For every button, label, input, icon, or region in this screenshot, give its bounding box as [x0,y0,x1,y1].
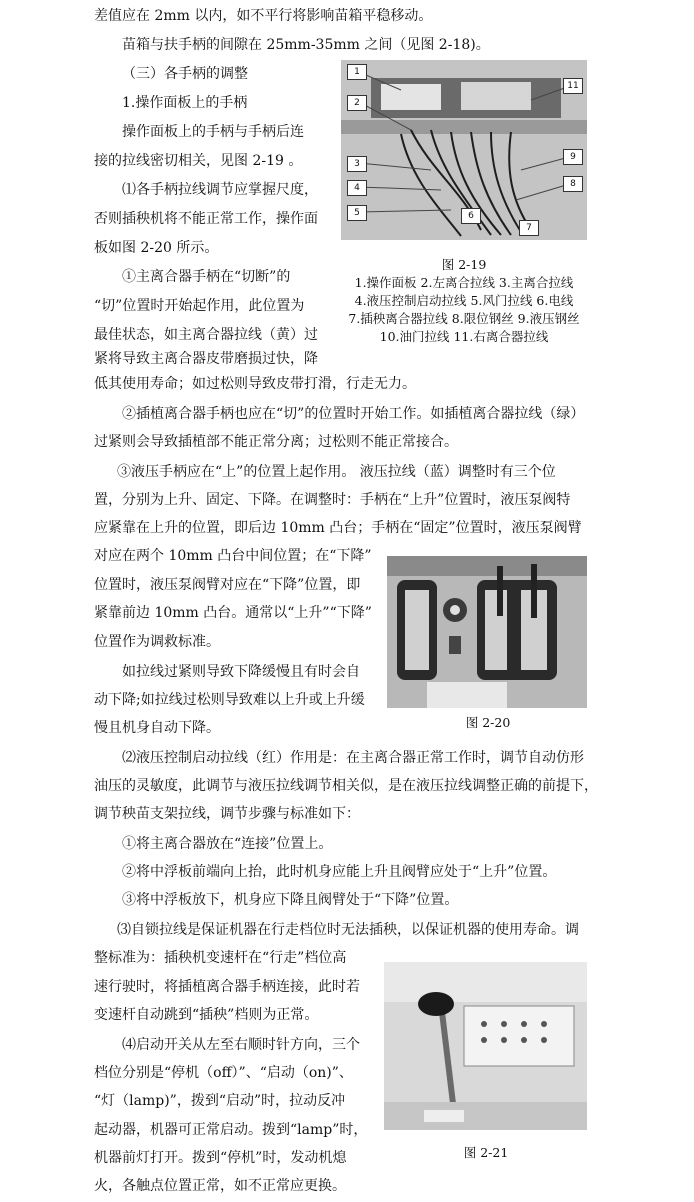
subsection-heading: 1.操作面板上的手柄 [122,95,248,111]
text-line: 否则插秧机将不能正常工作，操作面 [94,211,318,227]
text-line: 紧将导致主离合器皮带磨损过快，降 [94,351,318,367]
text-line: 差值应在 2mm 以内，如不平行将影响苗箱平稳移动。 [94,8,433,24]
figure-2-19-legend-line: 1.操作面板 2.左离合拉线 3.主离合拉线 [354,275,574,290]
text-line: ⑴各手柄拉线调节应掌握尺度， [122,182,318,198]
text-line: 应紧靠在上升的位置，即后边 10mm 凸台；手柄在“固定”位置时，液压泵阀臂 [94,520,582,536]
text-line: 火，各触点位置正常，如不正常应更换。 [94,1178,346,1194]
text-line: 位置时，液压泵阀臂对应在“下降”位置，即 [94,577,361,593]
callout-label: 11 [563,78,583,94]
callout-label: 9 [563,149,583,165]
figure-2-21-photo [384,962,587,1130]
figure-2-20-title: 图 2-20 [465,715,511,730]
callout-label: 7 [519,220,539,236]
text-line: 慢且机身自动下降。 [94,720,220,736]
text-line: 动下降;如拉线过松则导致难以上升或上升缓 [94,692,365,708]
text-line: 油压的灵敏度，此调节与液压拉线调节相关似，是在液压拉线调整正确的前提下， [94,778,598,794]
text-line: 置，分别为上升、固定、下降。在调整时：手柄在“上升”位置时，液压泵阀特 [94,492,571,508]
text-line: 机器前灯打开。拨到“停机”时，发动机熄 [94,1150,347,1166]
section-heading: （三）各手柄的调整 [122,66,248,82]
callout-label: 3 [347,156,367,172]
text-line: 苗箱与扶手柄的间隙在 25mm-35mm 之间（见图 2-18)。 [122,37,490,53]
callout-label: 2 [347,95,367,111]
text-line: ⑷启动开关从左至右顺时针方向，三个 [122,1037,360,1053]
text-line: 调节秧苗支架拉线，调节步骤与标准如下： [94,806,360,822]
text-line: 整标准为：插秧机变速杆在“行走”档位高 [94,950,347,966]
text-line: 档位分别是“停机（off）”、“启动（on)”、 [94,1065,353,1081]
figure-2-19-photo [341,60,587,240]
text-line: 变速杆自动跳到“插秧”档则为正常。 [94,1007,319,1023]
text-line: ②插植离合器手柄也应在“切”的位置时开始工作。如插植离合器拉线（绿） [122,406,585,422]
callout-label: 6 [461,208,481,224]
callout-label: 4 [347,180,367,196]
text-line: 操作面板上的手柄与手柄后连 [122,124,304,140]
text-line: 最佳状态，如主离合器拉线（黄）过 [94,327,318,343]
text-line: ③液压手柄应在“上”的位置上起作用。 液压拉线（蓝）调整时有三个位 [117,464,556,480]
text-line: 板如图 2-20 所示。 [94,240,219,256]
figure-2-19-legend-line: 4.液压控制启动拉线 5.风门拉线 6.电线 [354,293,574,308]
text-line: 接的拉线密切相关，见图 2-19 。 [94,153,303,169]
text-line: 低其使用寿命；如过松则导致皮带打滑，行走无力。 [94,376,416,392]
list-item: ③将中浮板放下，机身应下降且阀臂处于“下降”位置。 [122,892,459,908]
text-line: 紧靠前边 10mm 凸台。通常以“上升”“下降” [94,605,372,621]
text-line: 速行驶时，将插植离合器手柄连接，此时若 [94,979,360,995]
callout-label: 1 [347,64,367,80]
callout-label: 8 [563,176,583,192]
figure-2-21-title: 图 2-21 [463,1145,509,1160]
text-line: ①主离合器手柄在“切断”的 [122,269,291,285]
text-line: 起动器，机器可正常启动。拨到“lamp”时， [94,1122,368,1138]
text-line: 如拉线过紧则导致下降缓慢且有时会自 [122,664,360,680]
figure-2-19-legend-line: 7.插秧离合器拉线 8.限位钢丝 9.液压钢丝 [348,311,580,326]
list-item: ②将中浮板前端向上抬，此时机身应能上升且阀臂应处于“上升”位置。 [122,864,557,880]
panel-photo-illustration [387,556,587,708]
text-line: ⑵液压控制启动拉线（红）作用是：在主离合器正常工作时，调节自动仿形 [122,750,584,766]
figure-2-19-legend-line: 10.油门拉线 11.右离合器拉线 [379,329,549,344]
list-item: ①将主离合器放在“连接”位置上。 [122,836,333,852]
text-line: “灯（lamp)”，拨到“启动”时，拉动反冲 [94,1093,346,1109]
text-line: “切”位置时开始起作用，此位置为 [94,298,305,314]
figure-2-19-title: 图 2-19 [441,257,487,272]
text-line: 过紧则会导致插植部不能正常分离；过松则不能正常接合。 [94,434,458,450]
text-line: 位置作为调救标准。 [94,634,220,650]
text-line: 对应在两个 10mm 凸台中间位置；在“下降” [94,548,372,564]
text-line: ⑶自锁拉线是保证机器在行走档位时无法插秧，以保证机器的使用寿命。调 [117,922,579,938]
lever-photo-illustration [384,962,587,1130]
figure-2-20-photo [387,556,587,708]
callout-label: 5 [347,205,367,221]
